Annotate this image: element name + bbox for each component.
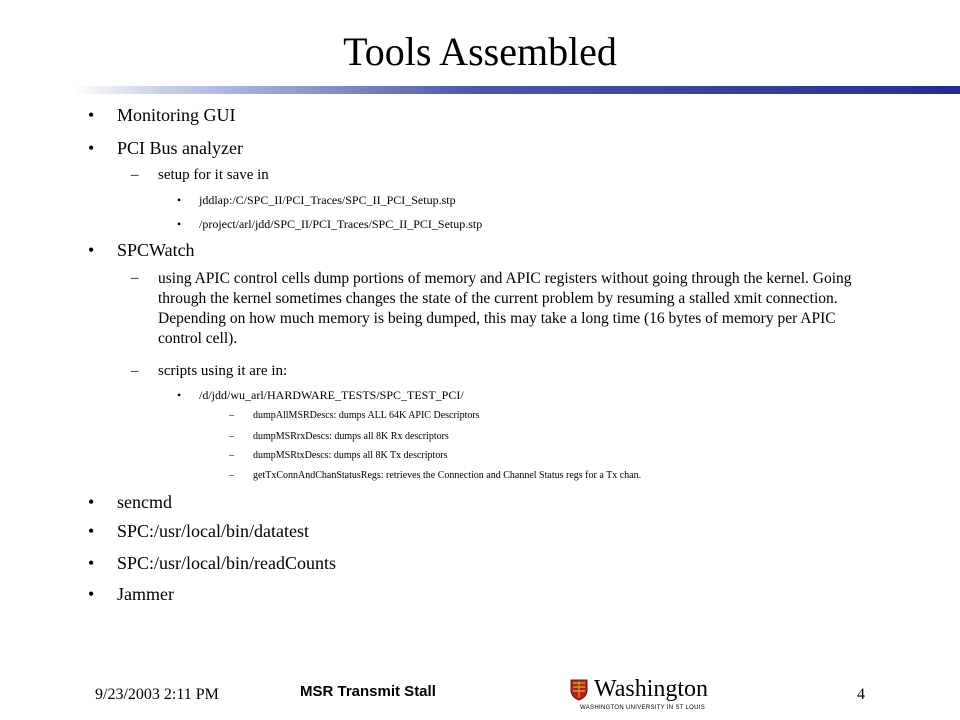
- bullet-text: SPC:/usr/local/bin/readCounts: [117, 553, 336, 573]
- bullet-dot: •: [88, 138, 95, 158]
- bullet-text: setup for it save in: [158, 167, 269, 183]
- bullet-text: /d/jdd/wu_arl/HARDWARE_TESTS/SPC_TEST_PCI/: [199, 388, 464, 402]
- bullet-dash: –: [229, 431, 234, 442]
- bullet-text: SPCWatch: [117, 240, 195, 260]
- bullet-dot: •: [88, 105, 95, 125]
- bullet-text: dumpMSRrxDescs: dumps all 8K Rx descriptors: [253, 431, 449, 442]
- bullet-dot: •: [88, 240, 95, 260]
- bullet-dot: •: [88, 553, 95, 573]
- footer-title: MSR Transmit Stall: [300, 683, 436, 700]
- bullet-text: getTxConnAndChanStatusRegs: retrieves the Connection and Channel Status regs for a Tx chan.: [253, 470, 642, 481]
- bullet-dash: –: [229, 470, 234, 481]
- university-logo: [570, 675, 730, 715]
- bullet-dot: •: [177, 193, 182, 207]
- bullet-text: /project/arl/jdd/SPC_II/PCI_Traces/SPC_II_PCI_Setup.stp: [199, 217, 483, 231]
- bullet-dash: –: [131, 167, 139, 183]
- bullet-dot: •: [177, 217, 182, 231]
- bullet-text: PCI Bus analyzer: [117, 138, 243, 158]
- bullet-dash: –: [229, 450, 234, 461]
- bullet-dash: –: [131, 270, 139, 286]
- bullet-text: sencmd: [117, 492, 172, 512]
- bullet-text: Monitoring GUI: [117, 105, 236, 125]
- page-number: 4: [857, 686, 865, 703]
- bullet-dot: •: [88, 584, 95, 604]
- bullet-text: scripts using it are in:: [158, 363, 288, 379]
- bullet-dot: •: [88, 521, 95, 541]
- bullet-text: dumpMSRtxDescs: dumps all 8K Tx descriptors: [253, 450, 448, 461]
- bullet-dot: •: [177, 388, 182, 402]
- footer-date: 9/23/2003 2:11 PM: [95, 686, 219, 703]
- bullet-text: jddlap:/C/SPC_II/PCI_Traces/SPC_II_PCI_Setup.stp: [199, 193, 456, 207]
- bullet-dash: –: [131, 363, 139, 379]
- bullet-dot: •: [88, 492, 95, 512]
- bullet-text: Jammer: [117, 584, 174, 604]
- logo-name: Washington: [594, 676, 709, 702]
- shield-icon: [570, 679, 588, 701]
- bullet-text: using APIC control cells dump portions of memory and APIC registers without going through the kernel. Going through the kernel sometimes changes the state of the current problem by resuming a stalled xmit connection. Depending on how much memory is being dumped, this may take a long time (16 bytes of memory per APIC control cell).: [158, 270, 852, 347]
- bullet-dash: –: [229, 410, 234, 421]
- bullet-text: dumpAllMSRDescs: dumps ALL 64K APIC Descriptors: [253, 410, 480, 421]
- slide-title: Tools Assembled: [343, 29, 617, 74]
- logo-subtitle: WASHINGTON UNIVERSITY IN ST LOUIS: [580, 705, 706, 711]
- bullet-text: SPC:/usr/local/bin/datatest: [117, 521, 309, 541]
